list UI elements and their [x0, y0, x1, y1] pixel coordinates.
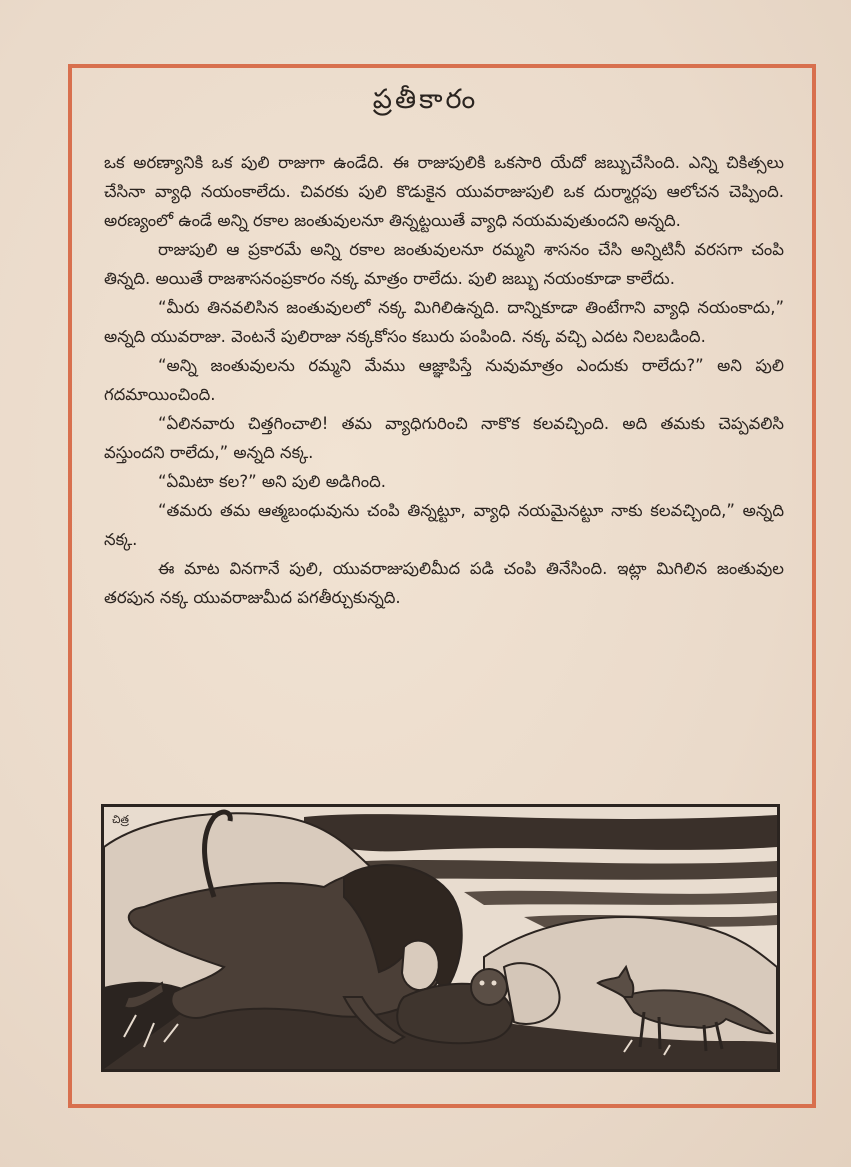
lion-attacking-cub-fox-watching-illustration-icon	[104, 807, 777, 1069]
story-paragraph: రాజుపులి ఆ ప్రకారమే అన్ని రకాల జంతువులనూ రమ్మని శాసనం చేసి అన్నిటినీ వరసగా చంపి తిన్నది. అయితే రాజశాసనంప్రకారం నక్క మాత్రం రాలేదు. పులి జబ్బు నయంకూడా కాలేదు.	[104, 240, 784, 288]
story-paragraph: “తమరు తమ ఆత్మబంధువును చంపి తిన్నట్టూ, వ్యాధి నయమైనట్టూ నాకు కలవచ్చింది,” అన్నది నక్క.	[104, 501, 784, 549]
artist-signature: చిత్ర	[112, 813, 129, 826]
story-text	[104, 148, 784, 612]
story-paragraph: “ఏలినవారు చిత్తగించాలి! తమ వ్యాధిగురించి నాకొక కలవచ్చింది. అది తమకు చెప్పవలిసి వస్తుందని రాలేదు,” అన్నది నక్క.	[104, 414, 784, 462]
page-title: ప్రతీకారం	[372, 84, 479, 115]
story-paragraph: ఈ మాట వినగానే పులి, యువరాజుపులిమీద పడి చంపి తినేసింది. ఇట్లా మిగిలిన జంతువుల తరపున నక్క యువరాజుమీద పగతీర్చుకున్నది.	[104, 559, 784, 607]
story-paragraph: “అన్ని జంతువులను రమ్మని మేము ఆజ్ఞాపిస్తే నువుమాత్రం ఎందుకు రాలేదు?” అని పులి గదమాయించింది.	[104, 356, 784, 404]
story-paragraph: “మీరు తినవలిసిన జంతువులలో నక్క మిగిలిఉన్నది. దాన్నికూడా తింటేగాని వ్యాధి నయంకాదు,” అన్నది యువరాజు. వెంటనే పులిరాజు నక్కకోసం కబురు పంపింది. నక్క వచ్చి ఎదట నిలబడింది.	[104, 298, 784, 346]
story-paragraph: ఒక అరణ్యానికి ఒక పులి రాజుగా ఉండేది. ఈ రాజుపులికి ఒకసారి యేదో జబ్బుచేసింది. ఎన్ని చికిత్సలు చేసినా వ్యాధి నయంకాలేదు. చివరకు పులి కొడుకైన యువరాజుపులి ఒక దుర్మార్గపు ఆలోచన చెప్పింది. అరణ్యంలో ఉండే అన్ని రకాల జంతువులనూ తిన్నట్టయితే వ్యాధి నయమవుతుందని అన్నది.	[104, 153, 784, 230]
story-paragraph: “ఏమిటా కల?” అని పులి అడిగింది.	[158, 472, 387, 491]
story-illustration	[101, 804, 780, 1072]
